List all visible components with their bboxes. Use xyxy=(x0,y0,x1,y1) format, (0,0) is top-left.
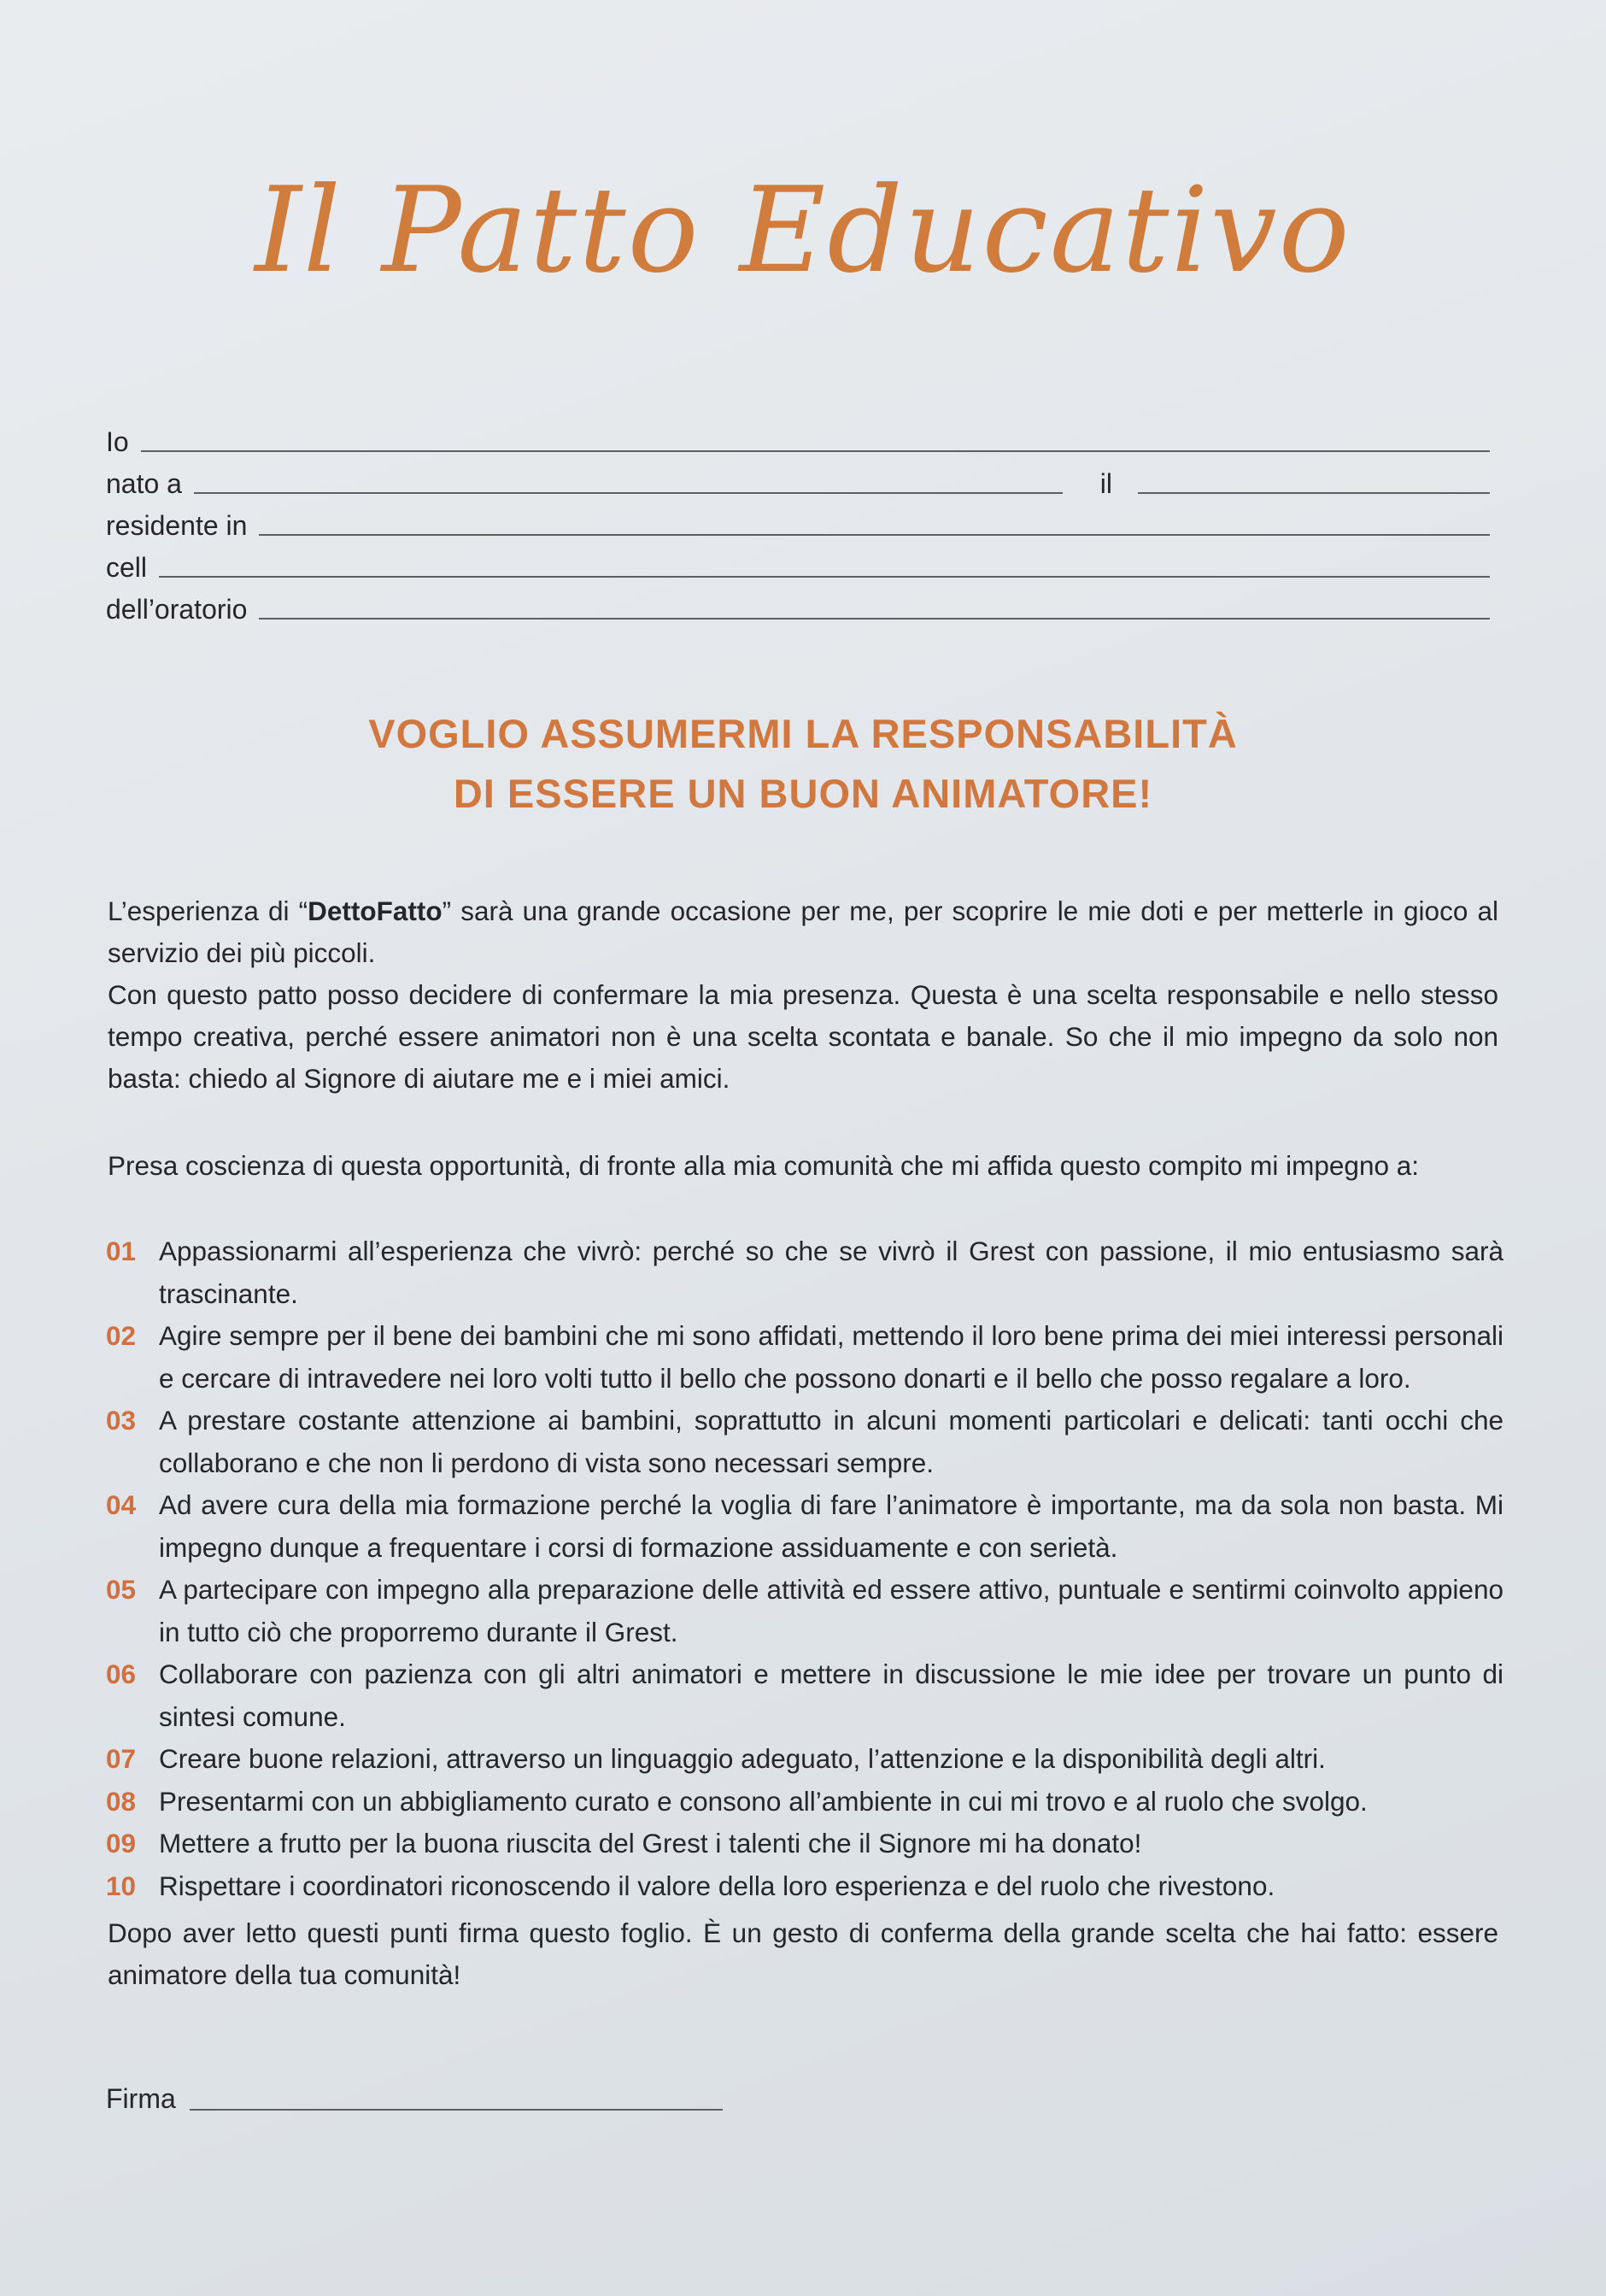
item-number: 10 xyxy=(106,1870,137,1901)
item-number: 02 xyxy=(106,1320,137,1351)
residence-label: residente in xyxy=(106,510,248,541)
intro-paragraph-2: Con questo patto posso decidere di confermare la mia presenza. Questa è una scelta responsabile e nello stesso tempo creativa, perché essere animatori non è una scelta scontata e banale. So che il mio impegno da solo non basta: chiedo al Signore di aiutare me e i miei amici. xyxy=(108,979,1498,1094)
oratory-label: dell’oratorio xyxy=(106,594,248,625)
signature-label: Firma xyxy=(106,2083,176,2114)
signature-field[interactable] xyxy=(190,2083,723,2111)
list-item xyxy=(106,1484,1503,1569)
item-number: 07 xyxy=(106,1743,137,1774)
item-number: 01 xyxy=(106,1236,137,1266)
form-row-residence xyxy=(106,501,1490,543)
program-name: DettoFatto xyxy=(308,895,443,926)
document-title: Il Patto Educativo xyxy=(255,161,1351,299)
item-text: Mettere a frutto per la buona riuscita del Grest i talenti che il Signore mi ha donato! xyxy=(159,1828,1142,1859)
birthdate-field[interactable] xyxy=(1138,467,1490,494)
item-number: 04 xyxy=(106,1489,137,1520)
item-number: 05 xyxy=(106,1574,137,1605)
closing-paragraph: Dopo aver letto questi punti firma questo foglio. È un gesto di conferma della grande scelta che hai fatto: essere animatore della tua comunità! xyxy=(108,1917,1498,1990)
commitment-intro xyxy=(108,1145,1498,1187)
intro-p1-start: L’esperienza di “ xyxy=(108,895,308,926)
intro-paragraph-3: Presa coscienza di questa opportunità, di fronte alla mia comunità che mi affida questo compito mi impegno a: xyxy=(108,1150,1420,1181)
list-item xyxy=(106,1781,1503,1823)
headline-line-2: DI ESSERE UN BUON ANIMATORE! xyxy=(453,771,1153,816)
list-item xyxy=(106,1400,1503,1484)
item-text: A prestare costante attenzione ai bambini, soprattutto in alcuni momenti particolari e delicati: tanti occhi che collaborano e che non li perdono di vista sono necessari sempre. xyxy=(159,1405,1503,1478)
personal-info-form xyxy=(106,417,1490,626)
signature-block xyxy=(106,2082,723,2116)
list-item xyxy=(106,1653,1503,1738)
list-item xyxy=(106,1823,1503,1865)
commitment-list xyxy=(106,1230,1503,1907)
form-row-birth xyxy=(106,459,1490,501)
phone-field[interactable] xyxy=(159,550,1490,578)
headline-line-1: VOGLIO ASSUMERMI LA RESPONSABILITÀ xyxy=(368,711,1238,756)
item-text: A partecipare con impegno alla preparazione delle attività ed essere attivo, puntuale e sentirmi coinvolto appieno in tutto ciò che proporremo durante il Grest. xyxy=(159,1574,1503,1647)
residence-field[interactable] xyxy=(259,508,1490,536)
phone-label: cell xyxy=(106,552,148,583)
item-text: Rispettare i coordinatori riconoscendo il valore della loro esperienza e del ruolo che rivestono. xyxy=(159,1870,1275,1901)
item-text: Appassionarmi all’esperienza che vivrò: perché so che se vivrò il Grest con passione, il mio entusiasmo sarà trascinante. xyxy=(159,1236,1503,1309)
intro-p1-end: ” sarà una grande occasione per me, per scoprire le mie doti e per metterle in gioco al servizio dei più piccoli. xyxy=(108,895,1498,968)
item-text: Creare buone relazioni, attraverso un linguaggio adeguato, l’attenzione e la disponibilità degli altri. xyxy=(159,1743,1326,1774)
list-item xyxy=(106,1865,1503,1908)
name-label: Io xyxy=(106,426,129,457)
headline xyxy=(0,704,1606,824)
oratory-field[interactable] xyxy=(259,592,1490,620)
item-text: Agire sempre per il bene dei bambini che mi sono affidati, mettendo il loro bene prima dei miei interessi personali e cercare di intravedere nei loro volti tutto il bello che possono donarti e il bello che posso regalare a loro. xyxy=(159,1320,1503,1394)
birthplace-field[interactable] xyxy=(194,467,1063,494)
list-item xyxy=(106,1569,1503,1653)
item-number: 09 xyxy=(106,1828,137,1859)
birthplace-label: nato a xyxy=(106,468,182,499)
intro-text xyxy=(108,890,1498,1100)
item-number: 06 xyxy=(106,1659,137,1689)
birthdate-label: il xyxy=(1099,468,1112,499)
item-number: 03 xyxy=(106,1405,137,1436)
name-field[interactable] xyxy=(141,425,1490,452)
list-item xyxy=(106,1230,1503,1315)
intro-paragraph-1 xyxy=(108,890,1498,974)
list-item xyxy=(106,1315,1503,1400)
item-number: 08 xyxy=(106,1785,137,1817)
list-item xyxy=(106,1738,1503,1781)
form-row-phone xyxy=(106,543,1490,584)
item-text: Collaborare con pazienza con gli altri animatori e mettere in discussione le mie idee per trovare un punto di sintesi comune. xyxy=(159,1659,1503,1732)
closing-text xyxy=(108,1912,1498,1996)
item-text: Presentarmi con un abbigliamento curato e consono all’ambiente in cui mi trovo e al ruolo che svolgo. xyxy=(159,1785,1368,1817)
form-row-name xyxy=(106,417,1490,459)
item-text: Ad avere cura della mia formazione perché la voglia di fare l’animatore è importante, ma da sola non basta. Mi impegno dunque a frequentare i corsi di formazione assiduamente e con serietà. xyxy=(159,1489,1503,1563)
form-row-oratory xyxy=(106,584,1490,626)
